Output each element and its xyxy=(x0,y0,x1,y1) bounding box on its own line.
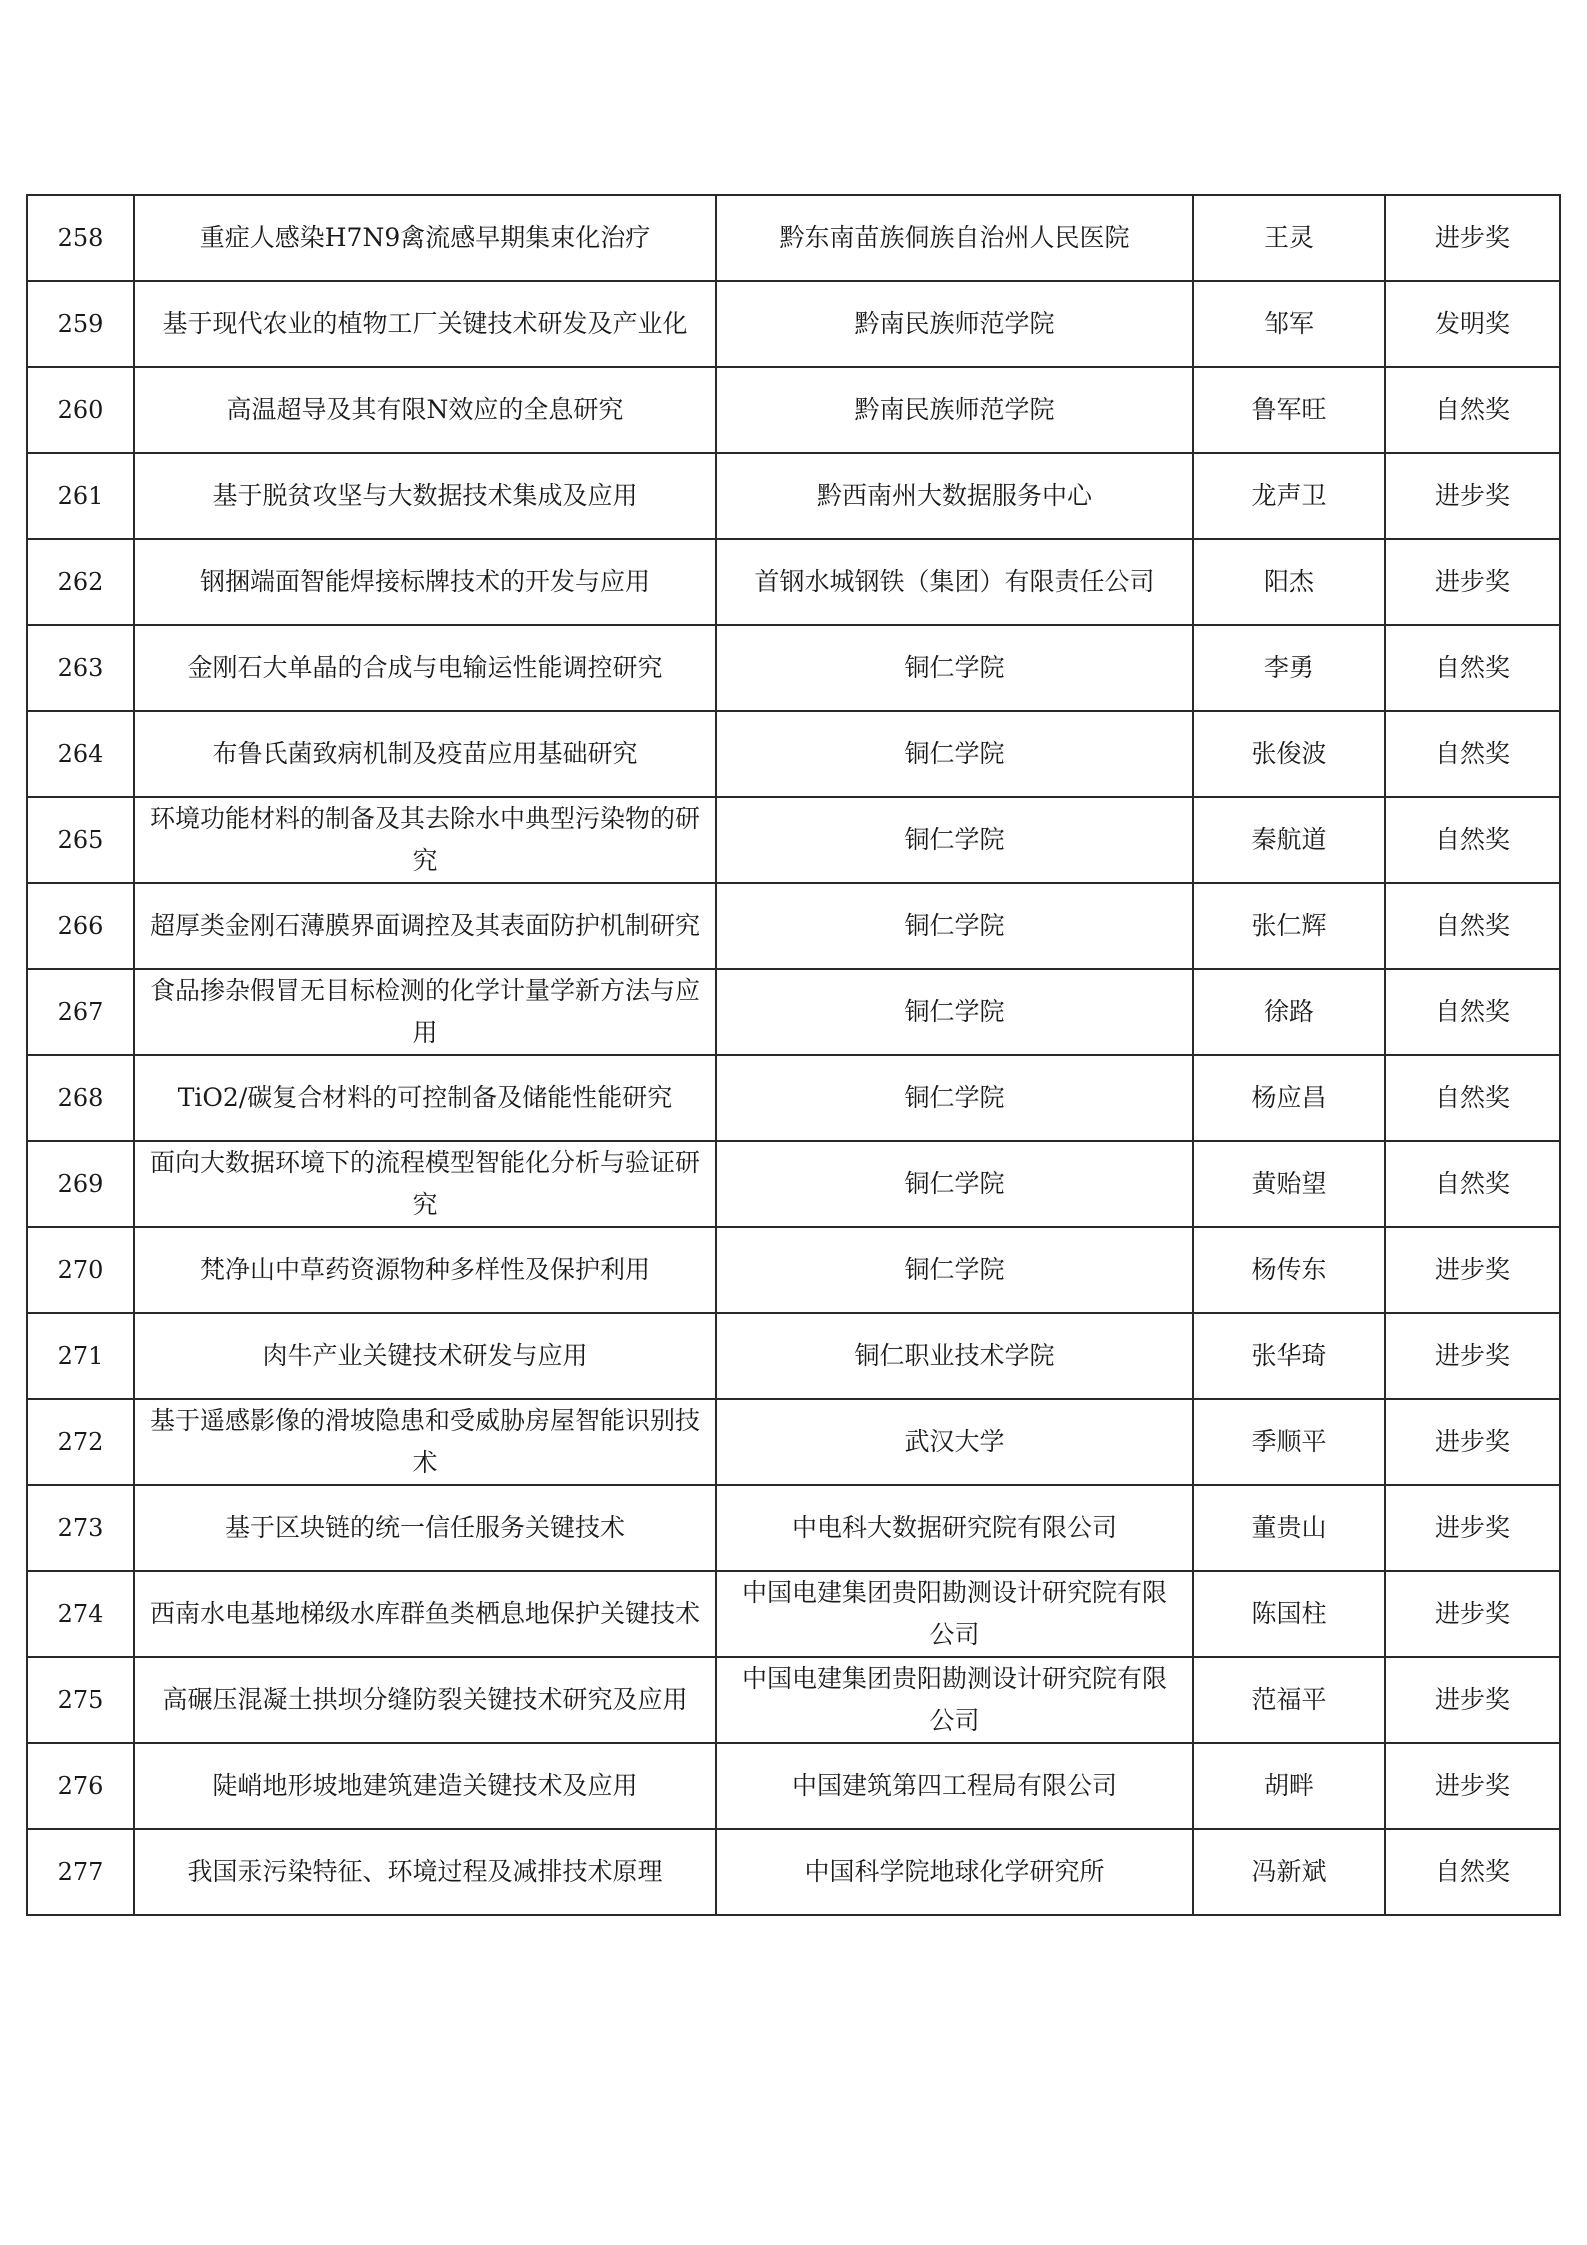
person-name: 季顺平 xyxy=(1193,1399,1385,1485)
table-row xyxy=(27,969,1560,1055)
person-name: 黄贻望 xyxy=(1193,1141,1385,1227)
award-type: 进步奖 xyxy=(1385,1399,1560,1485)
person-name: 范福平 xyxy=(1193,1657,1385,1743)
award-type: 发明奖 xyxy=(1385,281,1560,367)
person-name: 鲁军旺 xyxy=(1193,367,1385,453)
unit-name: 铜仁职业技术学院 xyxy=(716,1313,1193,1399)
project-title: 面向大数据环境下的流程模型智能化分析与验证研究 xyxy=(134,1141,716,1227)
person-name: 秦航道 xyxy=(1193,797,1385,883)
unit-name: 铜仁学院 xyxy=(716,969,1193,1055)
award-type: 自然奖 xyxy=(1385,797,1560,883)
table-row xyxy=(27,1227,1560,1313)
person-name: 邹军 xyxy=(1193,281,1385,367)
person-name: 徐路 xyxy=(1193,969,1385,1055)
award-type: 自然奖 xyxy=(1385,883,1560,969)
unit-name: 中国建筑第四工程局有限公司 xyxy=(716,1743,1193,1829)
unit-name: 中国电建集团贵阳勘测设计研究院有限公司 xyxy=(716,1571,1193,1657)
award-table-body xyxy=(27,195,1560,1915)
row-number: 270 xyxy=(27,1227,134,1313)
award-type: 进步奖 xyxy=(1385,1743,1560,1829)
project-title: 布鲁氏菌致病机制及疫苗应用基础研究 xyxy=(134,711,716,797)
project-title: 肉牛产业关键技术研发与应用 xyxy=(134,1313,716,1399)
project-title: 食品掺杂假冒无目标检测的化学计量学新方法与应用 xyxy=(134,969,716,1055)
row-number: 272 xyxy=(27,1399,134,1485)
table-row xyxy=(27,1571,1560,1657)
unit-name: 中电科大数据研究院有限公司 xyxy=(716,1485,1193,1571)
row-number: 275 xyxy=(27,1657,134,1743)
table-row xyxy=(27,367,1560,453)
row-number: 276 xyxy=(27,1743,134,1829)
award-type: 自然奖 xyxy=(1385,711,1560,797)
unit-name: 黔西南州大数据服务中心 xyxy=(716,453,1193,539)
row-number: 268 xyxy=(27,1055,134,1141)
unit-name: 铜仁学院 xyxy=(716,1227,1193,1313)
table-row xyxy=(27,1399,1560,1485)
award-type: 自然奖 xyxy=(1385,969,1560,1055)
person-name: 李勇 xyxy=(1193,625,1385,711)
person-name: 陈国柱 xyxy=(1193,1571,1385,1657)
row-number: 273 xyxy=(27,1485,134,1571)
project-title: 高碾压混凝土拱坝分缝防裂关键技术研究及应用 xyxy=(134,1657,716,1743)
row-number: 274 xyxy=(27,1571,134,1657)
award-type: 进步奖 xyxy=(1385,1313,1560,1399)
person-name: 王灵 xyxy=(1193,195,1385,281)
table-row xyxy=(27,1141,1560,1227)
table-row xyxy=(27,1055,1560,1141)
project-title: 基于区块链的统一信任服务关键技术 xyxy=(134,1485,716,1571)
row-number: 267 xyxy=(27,969,134,1055)
table-row xyxy=(27,711,1560,797)
person-name: 张仁辉 xyxy=(1193,883,1385,969)
table-row xyxy=(27,1657,1560,1743)
award-type: 自然奖 xyxy=(1385,1055,1560,1141)
unit-name: 铜仁学院 xyxy=(716,625,1193,711)
row-number: 259 xyxy=(27,281,134,367)
person-name: 龙声卫 xyxy=(1193,453,1385,539)
table-row xyxy=(27,883,1560,969)
award-type: 进步奖 xyxy=(1385,1571,1560,1657)
row-number: 277 xyxy=(27,1829,134,1915)
project-title: 西南水电基地梯级水库群鱼类栖息地保护关键技术 xyxy=(134,1571,716,1657)
unit-name: 黔南民族师范学院 xyxy=(716,281,1193,367)
award-type: 自然奖 xyxy=(1385,367,1560,453)
person-name: 杨应昌 xyxy=(1193,1055,1385,1141)
award-type: 进步奖 xyxy=(1385,195,1560,281)
person-name: 张俊波 xyxy=(1193,711,1385,797)
table-row xyxy=(27,1485,1560,1571)
row-number: 261 xyxy=(27,453,134,539)
project-title: 环境功能材料的制备及其去除水中典型污染物的研究 xyxy=(134,797,716,883)
person-name: 董贵山 xyxy=(1193,1485,1385,1571)
unit-name: 中国科学院地球化学研究所 xyxy=(716,1829,1193,1915)
table-row xyxy=(27,797,1560,883)
project-title: 钢捆端面智能焊接标牌技术的开发与应用 xyxy=(134,539,716,625)
award-type: 自然奖 xyxy=(1385,1141,1560,1227)
table-row xyxy=(27,1829,1560,1915)
table-row xyxy=(27,281,1560,367)
unit-name: 黔南民族师范学院 xyxy=(716,367,1193,453)
project-title: 梵净山中草药资源物种多样性及保护利用 xyxy=(134,1227,716,1313)
project-title: 基于遥感影像的滑坡隐患和受威胁房屋智能识别技术 xyxy=(134,1399,716,1485)
award-type: 进步奖 xyxy=(1385,453,1560,539)
award-type: 自然奖 xyxy=(1385,625,1560,711)
unit-name: 铜仁学院 xyxy=(716,797,1193,883)
table-row xyxy=(27,1313,1560,1399)
row-number: 265 xyxy=(27,797,134,883)
unit-name: 铜仁学院 xyxy=(716,1055,1193,1141)
unit-name: 铜仁学院 xyxy=(716,711,1193,797)
project-title: 基于脱贫攻坚与大数据技术集成及应用 xyxy=(134,453,716,539)
table-row xyxy=(27,453,1560,539)
row-number: 262 xyxy=(27,539,134,625)
person-name: 胡畔 xyxy=(1193,1743,1385,1829)
unit-name: 首钢水城钢铁（集团）有限责任公司 xyxy=(716,539,1193,625)
row-number: 258 xyxy=(27,195,134,281)
table-row xyxy=(27,625,1560,711)
person-name: 张华琦 xyxy=(1193,1313,1385,1399)
row-number: 264 xyxy=(27,711,134,797)
row-number: 269 xyxy=(27,1141,134,1227)
unit-name: 中国电建集团贵阳勘测设计研究院有限公司 xyxy=(716,1657,1193,1743)
row-number: 266 xyxy=(27,883,134,969)
project-title: TiO2/碳复合材料的可控制备及储能性能研究 xyxy=(134,1055,716,1141)
person-name: 冯新斌 xyxy=(1193,1829,1385,1915)
award-type: 进步奖 xyxy=(1385,1227,1560,1313)
project-title: 超厚类金刚石薄膜界面调控及其表面防护机制研究 xyxy=(134,883,716,969)
project-title: 我国汞污染特征、环境过程及减排技术原理 xyxy=(134,1829,716,1915)
project-title: 陡峭地形坡地建筑建造关键技术及应用 xyxy=(134,1743,716,1829)
unit-name: 铜仁学院 xyxy=(716,883,1193,969)
award-type: 自然奖 xyxy=(1385,1829,1560,1915)
person-name: 阳杰 xyxy=(1193,539,1385,625)
person-name: 杨传东 xyxy=(1193,1227,1385,1313)
project-title: 基于现代农业的植物工厂关键技术研发及产业化 xyxy=(134,281,716,367)
award-type: 进步奖 xyxy=(1385,1657,1560,1743)
row-number: 271 xyxy=(27,1313,134,1399)
award-list-table xyxy=(26,194,1561,1916)
table-row xyxy=(27,1743,1560,1829)
table-row xyxy=(27,195,1560,281)
unit-name: 武汉大学 xyxy=(716,1399,1193,1485)
award-type: 进步奖 xyxy=(1385,539,1560,625)
project-title: 重症人感染H7N9禽流感早期集束化治疗 xyxy=(134,195,716,281)
project-title: 高温超导及其有限N效应的全息研究 xyxy=(134,367,716,453)
row-number: 260 xyxy=(27,367,134,453)
project-title: 金刚石大单晶的合成与电输运性能调控研究 xyxy=(134,625,716,711)
row-number: 263 xyxy=(27,625,134,711)
award-type: 进步奖 xyxy=(1385,1485,1560,1571)
unit-name: 黔东南苗族侗族自治州人民医院 xyxy=(716,195,1193,281)
unit-name: 铜仁学院 xyxy=(716,1141,1193,1227)
table-row xyxy=(27,539,1560,625)
